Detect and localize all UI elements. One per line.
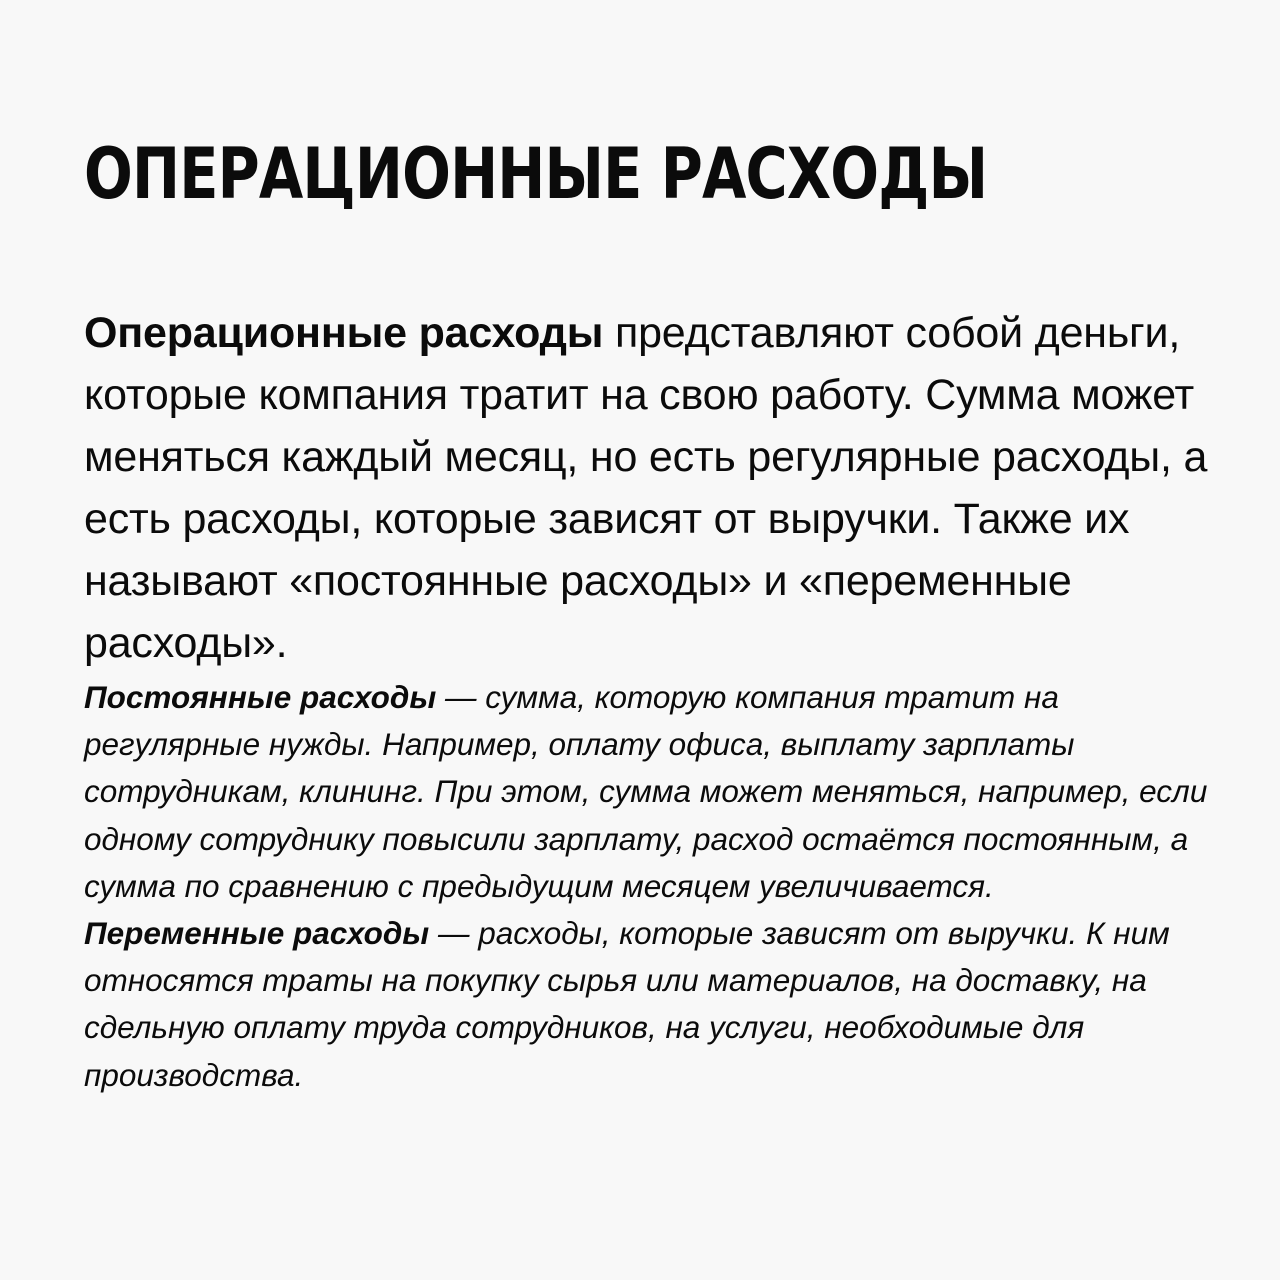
definition-variable-costs: [84, 910, 1234, 1099]
definition-text: — расходы, которые зависят от выручки. К ним относятся траты на покупку сырья или материалов, на доставку, на сдельную оплату труда сотрудников, на услуги, необходимые для производства.: [84, 915, 1170, 1093]
intro-paragraph: [84, 302, 1244, 674]
definitions-block: [84, 674, 1234, 1099]
intro-term: Операционные расходы: [84, 309, 604, 357]
definition-text: — сумма, которую компания тратит на регулярные нужды. Например, оплату офиса, выплату зарплаты сотрудникам, клининг. При этом, сумма может меняться, например, если одному сотруднику повысили зарплату, расход остаётся постоянным, а сумма по сравнению с предыдущим месяцем увеличивается.: [84, 679, 1208, 904]
definition-term: Постоянные расходы: [84, 679, 437, 715]
definition-term: Переменные расходы: [84, 915, 430, 952]
page-title: ОПЕРАЦИОННЫЕ РАСХОДЫ: [84, 133, 988, 215]
intro-text: представляют собой деньги, которые компания тратит на свою работу. Сумма может меняться каждый месяц, но есть регулярные расходы, а есть расходы, которые зависят от выручки. Также их называют «постоянные расходы» и «переменные расходы».: [84, 309, 1208, 667]
definition-fixed-costs: [84, 674, 1234, 910]
